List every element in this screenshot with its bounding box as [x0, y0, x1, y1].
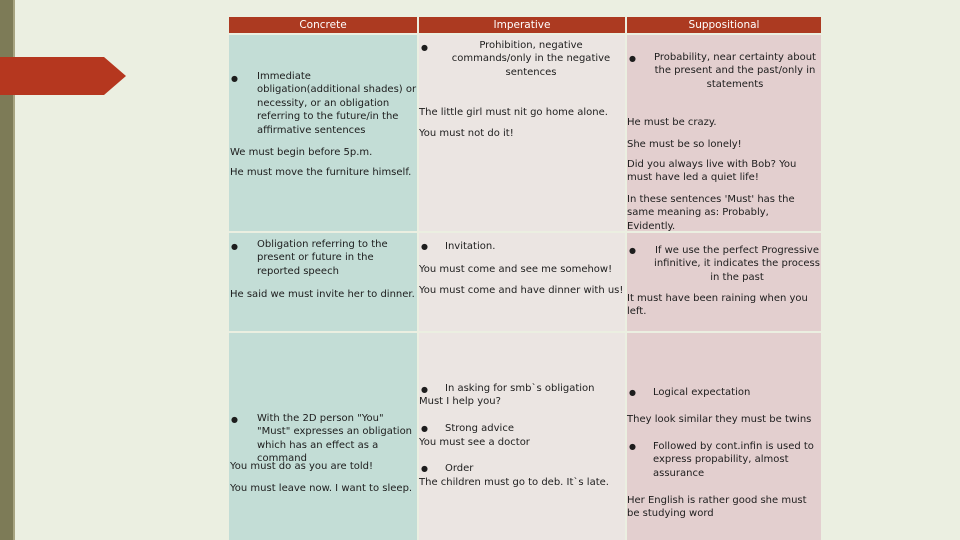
- row3-suppositional-example-1: They look similar they must be twins: [627, 414, 812, 425]
- header-concrete: Concrete: [229, 17, 417, 33]
- row2-suppositional-example-1: It must have been raining when you left.: [627, 293, 808, 318]
- row3-imperative-example-1: Must I help you?: [419, 396, 501, 407]
- row2-imperative-point: Invitation.: [445, 241, 496, 252]
- row1-concrete-cell: [229, 35, 417, 231]
- row3-suppositional-point-2: Followed by cont.infin is used to express propability, almost assurance: [653, 441, 814, 479]
- bullet-icon: ●: [231, 74, 238, 83]
- row3-concrete-point: With the 2D person "You" "Must" expresses an obligation which has an effect as a command: [257, 413, 413, 465]
- row3-imperative-example-3: The children must go to deb. It`s late.: [419, 477, 609, 488]
- row1-suppositional-point: Probability, near certainty about the present and the past/only in statements: [654, 52, 816, 90]
- row1-suppositional-example-1: He must be crazy.: [627, 117, 717, 128]
- row1-concrete-example-2: He must move the furniture himself.: [230, 167, 412, 178]
- row1-suppositional-cell: [627, 35, 821, 231]
- row3-suppositional-point-1: Logical expectation: [653, 387, 751, 398]
- modal-must-table: [229, 17, 821, 540]
- bullet-icon: ●: [421, 242, 428, 251]
- row1-imperative-point: Prohibition, negative commands/only in the negative sentences: [451, 40, 611, 78]
- row3-suppositional-example-2: Her English is rather good she must be studying word: [627, 495, 807, 520]
- row2-imperative-cell: [419, 233, 625, 331]
- row1-suppositional-example-4: In these sentences 'Must' has the same meaning as: Probably, Evidently.: [627, 194, 795, 232]
- bullet-icon: ●: [421, 43, 428, 52]
- row2-suppositional-point: If we use the perfect Progressive infinitive, it indicates the process in the past: [654, 245, 820, 283]
- row3-imperative-point-1: In asking for smb`s obligation: [445, 383, 595, 394]
- row2-imperative-example-1: You must come and see me somehow!: [419, 264, 613, 275]
- row3-imperative-point-3: Order: [445, 463, 474, 474]
- row1-concrete-example-1: We must begin before 5p.m.: [230, 147, 373, 158]
- row2-concrete-point: Obligation referring to the present or future in the reported speech: [257, 239, 388, 277]
- row1-suppositional-example-2: She must be so lonely!: [627, 139, 742, 150]
- header-suppositional: Suppositional: [627, 17, 821, 33]
- row2-imperative-example-2: You must come and have dinner with us!: [419, 285, 624, 296]
- row3-imperative-point-2: Strong advice: [445, 423, 514, 434]
- bullet-icon: ●: [629, 388, 636, 397]
- row3-concrete-example-1: You must do as you are told!: [230, 461, 374, 472]
- bullet-icon: ●: [421, 464, 428, 473]
- bullet-icon: ●: [629, 246, 636, 255]
- bullet-icon: ●: [231, 242, 238, 251]
- header-imperative: Imperative: [419, 17, 625, 33]
- bullet-icon: ●: [629, 442, 636, 451]
- bullet-icon: ●: [629, 54, 636, 63]
- row3-imperative-example-2: You must see a doctor: [419, 437, 530, 448]
- row3-imperative-cell: [419, 333, 625, 540]
- row3-concrete-cell: [229, 333, 417, 540]
- decorative-arrow: [0, 57, 126, 95]
- bullet-icon: ●: [231, 415, 238, 424]
- bullet-icon: ●: [421, 385, 428, 394]
- row1-concrete-point: Immediate obligation(additional shades) or necessity, or an obligation referring to the future/in the affirmative sentences: [257, 71, 417, 136]
- row1-imperative-cell: [419, 35, 625, 231]
- bullet-icon: ●: [421, 424, 428, 433]
- row2-suppositional-cell: [627, 233, 821, 331]
- row3-suppositional-cell: [627, 333, 821, 540]
- row1-imperative-example-2: You must not do it!: [419, 128, 514, 139]
- row2-concrete-cell: [229, 233, 417, 331]
- row1-imperative-example-1: The little girl must nit go home alone.: [419, 107, 608, 118]
- row3-concrete-example-2: You must leave now. I want to sleep.: [230, 483, 413, 494]
- row1-suppositional-example-3: Did you always live with Bob? You must have led a quiet life!: [627, 159, 797, 184]
- row2-concrete-example-1: He said we must invite her to dinner.: [230, 289, 415, 300]
